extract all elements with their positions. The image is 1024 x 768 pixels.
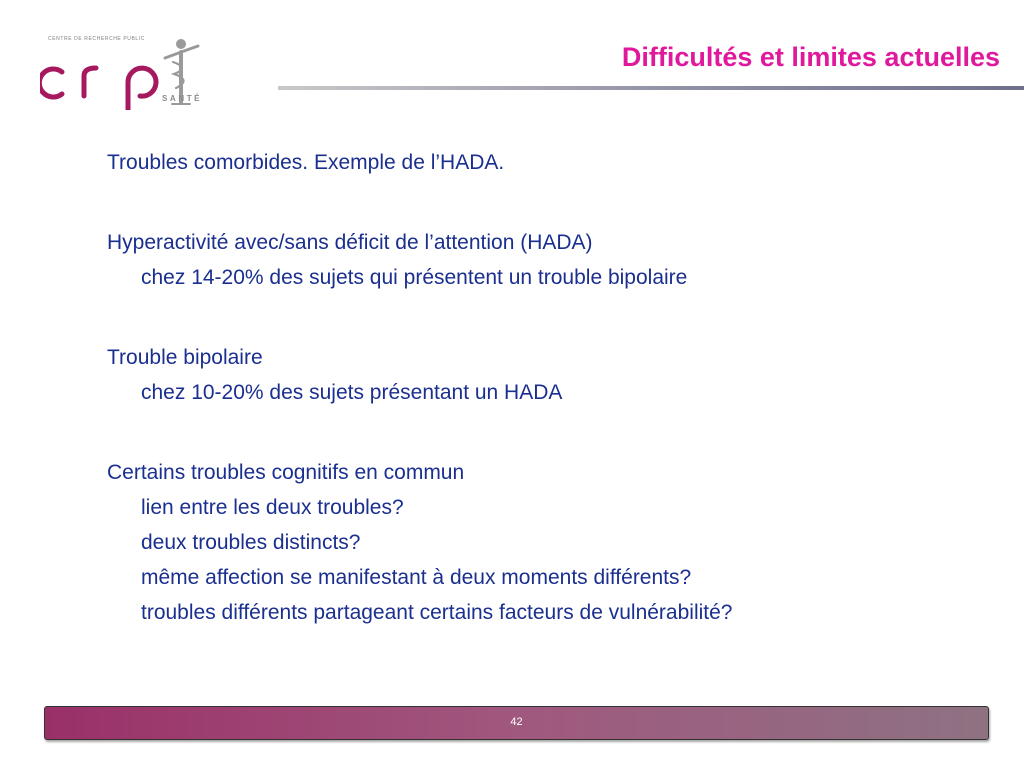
slide-body [107,145,987,630]
page-number: 42 [510,716,523,728]
sub-point: troubles différents partageant certains facteurs de vulnérabilité? [141,601,733,624]
main-point: Trouble bipolaire [107,346,263,369]
blank-line [107,180,987,225]
crp-sante-logo [40,18,240,108]
logo-sante-label: SANTÉ [162,94,203,103]
main-point: Hyperactivité avec/sans déficit de l’attention (HADA) [107,231,593,254]
blank-line [107,410,987,455]
sub-point: chez 14-20% des sujets qui présentent un trouble bipolaire [141,266,688,289]
footer-bar [44,706,989,740]
sub-point: même affection se manifestant à deux moments différents? [141,566,692,589]
sub-point: lien entre les deux troubles? [141,496,404,519]
title-underline [278,86,1024,90]
blank-line [107,295,987,340]
main-point: Certains troubles cognitifs en commun [107,461,465,484]
sub-point: deux troubles distincts? [141,531,361,554]
main-point: Troubles comorbides. Exemple de l’HADA. [107,151,505,174]
slide-title: Difficultés et limites actuelles [621,42,1000,72]
sub-point: chez 10-20% des sujets présentant un HADA [141,381,563,404]
logo-tagline: CENTRE DE RECHERCHE PUBLIC [48,36,146,42]
